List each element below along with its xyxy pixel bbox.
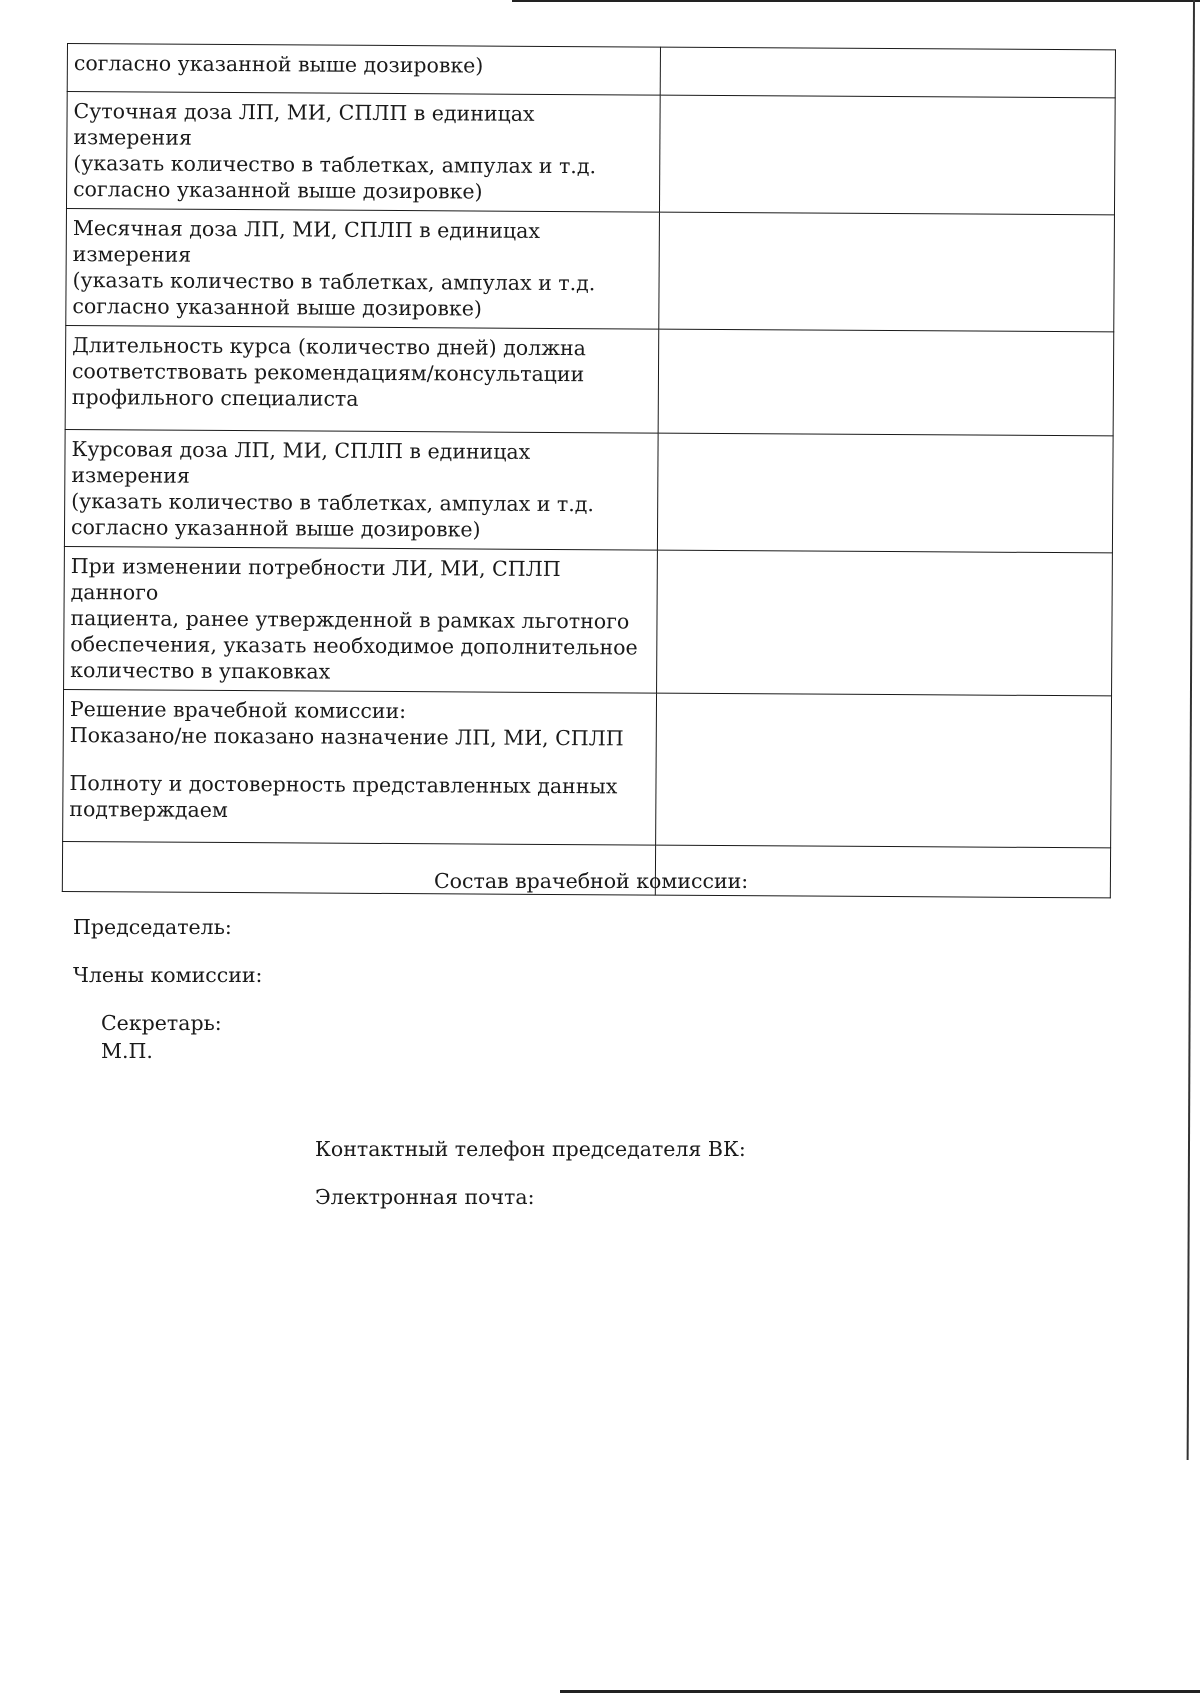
scan-edge-top [512,0,1200,2]
email-label: Электронная почта: [315,1185,535,1209]
scan-edge-bottom [560,1690,1200,1693]
row-label: Месячная доза ЛП, МИ, СПЛП в единицах измерения (указать количество в таблетках, ампулах и т.д. согласно указанной выше дозировке) [72,216,596,321]
table-row [67,44,1115,98]
row-value-cell[interactable] [658,329,1114,436]
row-value-cell[interactable] [657,550,1113,696]
table-row [64,429,1113,552]
paragraph-gap [70,748,648,774]
row-label: согласно указанной выше дозировке) [73,51,484,78]
prescription-form-table [62,43,1116,898]
table-row [65,325,1114,435]
row-label-cell [63,689,657,845]
row-label: Длительность курса (количество дней) должна соответствовать рекомендациям/консультации профильного специалиста [71,333,587,411]
row-value-cell[interactable] [657,433,1113,553]
table-row [66,208,1115,331]
row-label: При изменении потребности ЛИ, МИ, СПЛП данного пациента, ранее утвержденной в рамках льготного обеспечения, указать необходимое дополнительное количество в упаковках [70,554,638,684]
table-row [63,689,1112,847]
secretary-label: Секретарь: [101,1011,222,1035]
row-label-cell [64,546,658,693]
row-value-cell[interactable] [656,693,1112,848]
row-value-cell[interactable] [660,47,1115,98]
chairman-label: Председатель: [73,915,232,939]
row-label-cell [64,429,658,550]
row-label: Курсовая доза ЛП, МИ, СПЛП в единицах измерения (указать количество в таблетках, ампулах и т.д. согласно указанной выше дозировке) [70,437,595,542]
scan-edge-right [1187,0,1195,1460]
row-value-cell[interactable] [659,212,1115,332]
table-row [66,92,1115,215]
row-label-cell [66,92,660,213]
row-label-cell [66,208,660,329]
chairman-phone-label: Контактный телефон председателя ВК: [315,1137,746,1161]
commission-decision-label: Решение врачебной комиссии: Показано/не показано назначение ЛП, МИ, СПЛП [69,697,624,751]
row-label-cell [67,44,660,96]
row-value-cell[interactable] [659,95,1115,215]
commission-title: Состав врачебной комиссии: [434,869,749,893]
table-row [64,546,1113,695]
row-label-cell [65,325,659,433]
members-label: Члены комиссии: [73,963,263,987]
stamp-label: М.П. [101,1039,153,1063]
data-confirmation-label: Полноту и достоверность представленных данных подтверждаем [69,771,618,822]
row-label: Суточная доза ЛП, МИ, СПЛП в единицах измерения (указать количество в таблетках, ампулах и т.д. согласно указанной выше дозировке) [73,99,597,204]
